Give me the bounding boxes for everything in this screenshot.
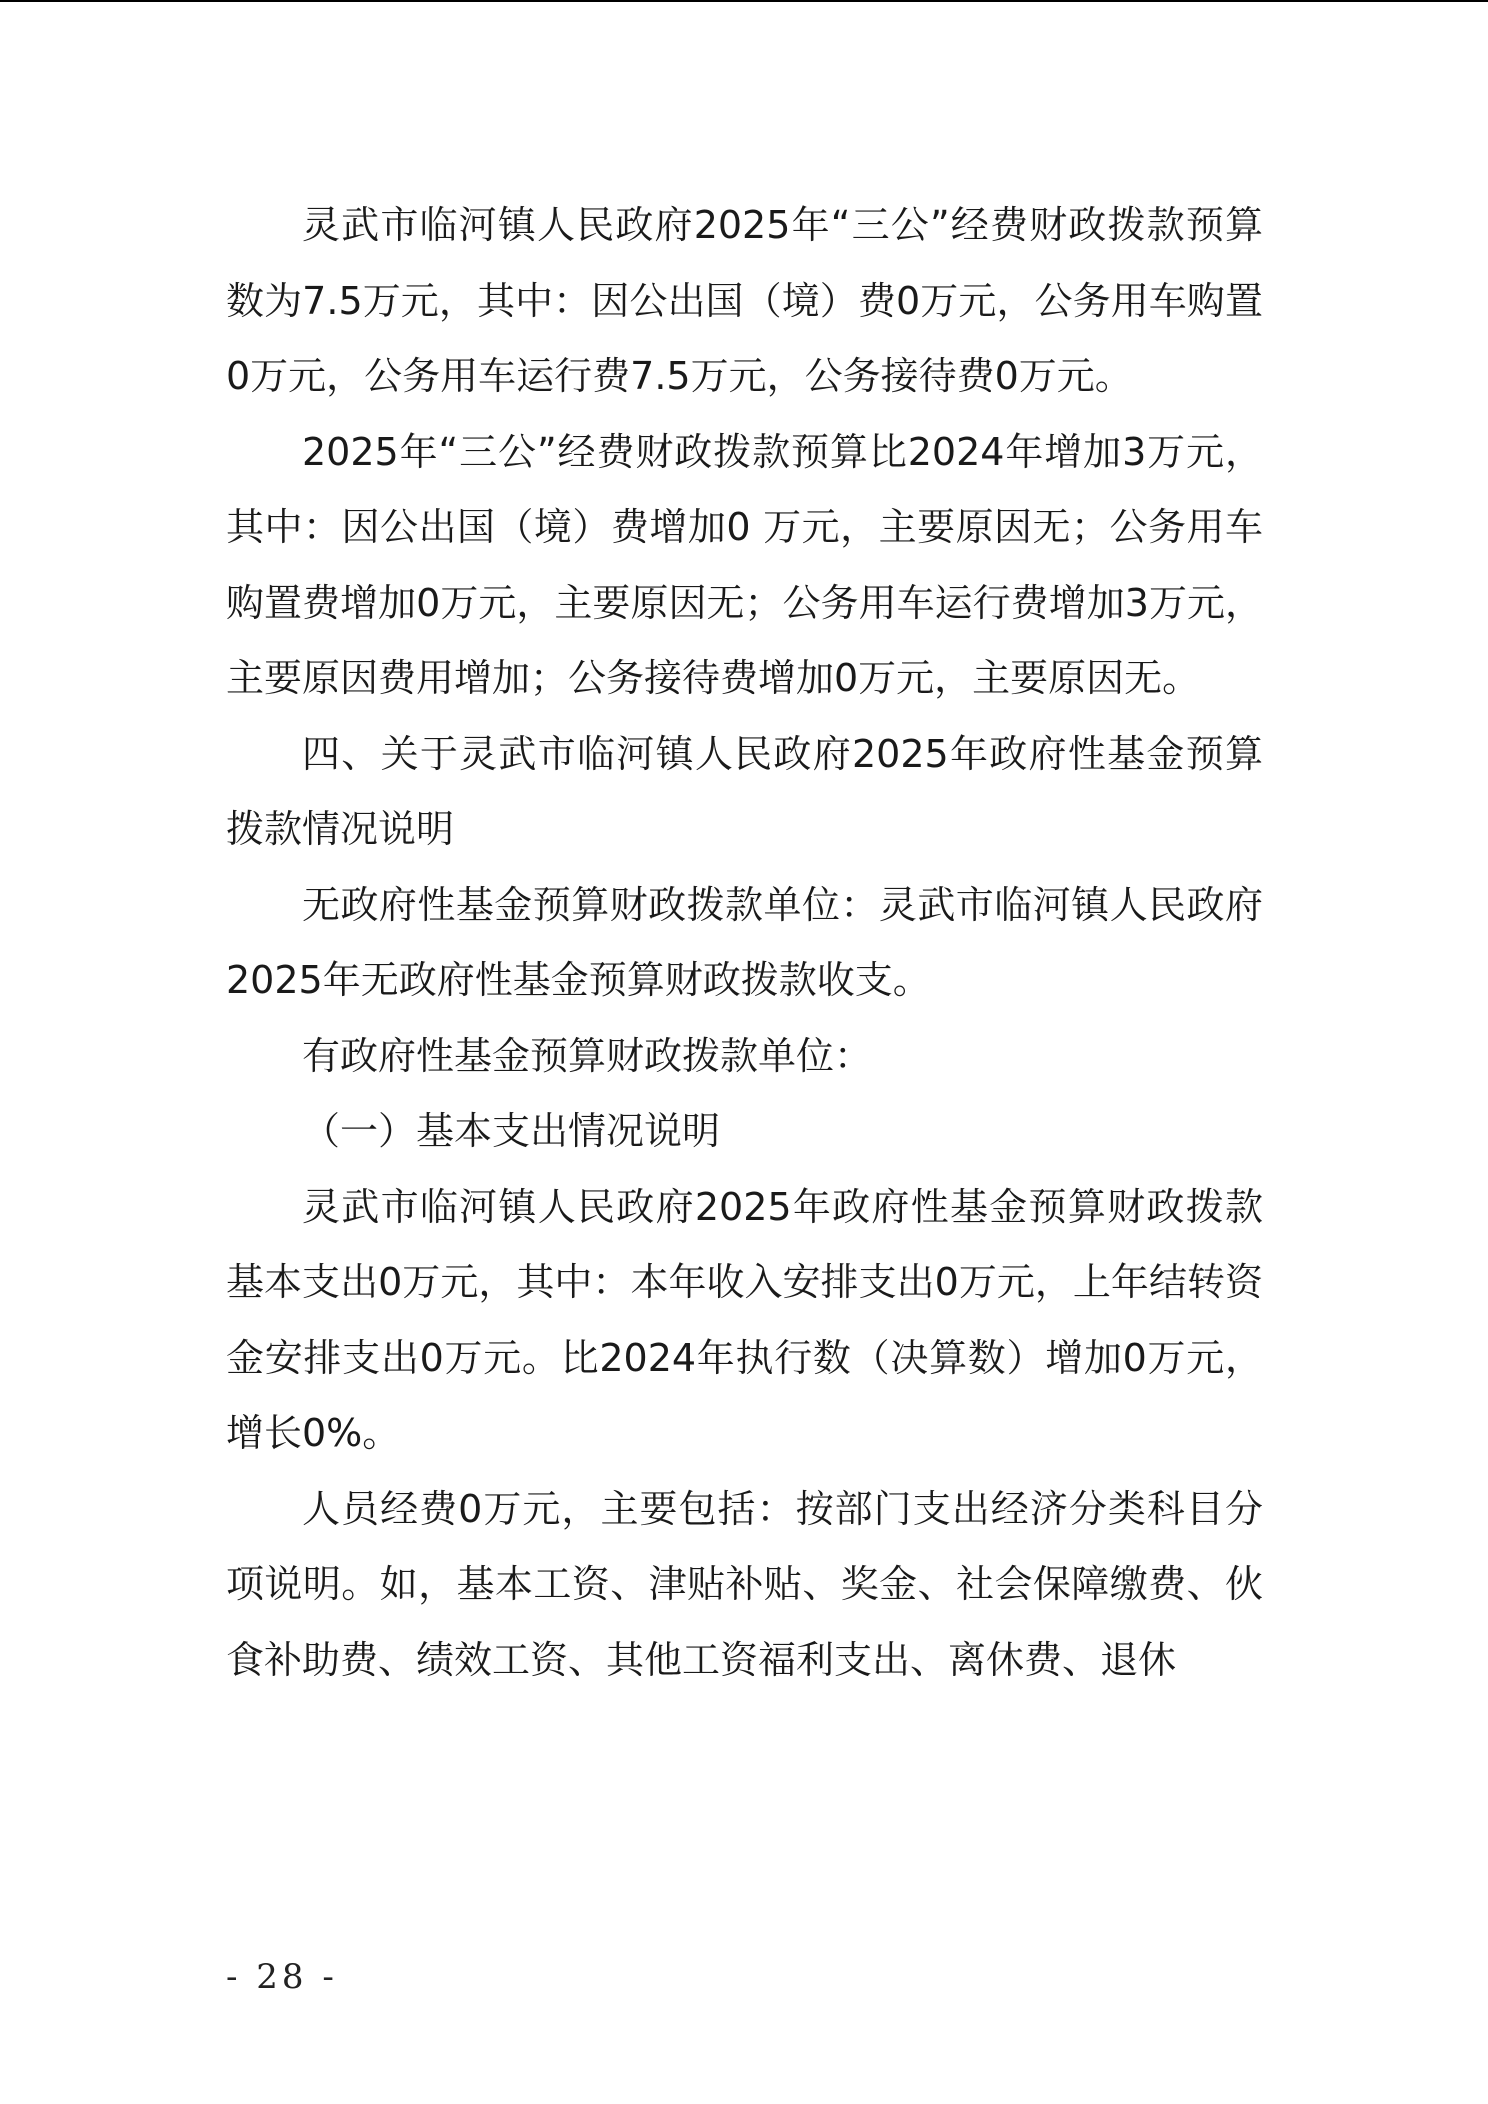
document-body bbox=[226, 188, 1263, 1698]
subheading-basic-expenditure: （一）基本支出情况说明 bbox=[302, 1109, 721, 1153]
paragraph-no-fund-units: 无政府性基金预算财政拨款单位：灵武市临河镇人民政府2025年无政府性基金预算财政拨款收支。 bbox=[226, 882, 1263, 1002]
page-number: - 28 - bbox=[226, 1957, 338, 1997]
paragraph-personnel-expenses: 人员经费0万元，主要包括：按部门支出经济分类科目分项说明。如，基本工资、津贴补贴、奖金、社会保障缴费、伙食补助费、绩效工资、其他工资福利支出、离休费、退休 bbox=[226, 1486, 1263, 1682]
page-top-border bbox=[0, 0, 1488, 2]
paragraph-fund-units: 有政府性基金预算财政拨款单位： bbox=[302, 1033, 873, 1078]
section-heading-fund-budget: 四、关于灵武市临河镇人民政府2025年政府性基金预算拨款情况说明 bbox=[226, 731, 1263, 851]
paragraph-basic-expenditure: 灵武市临河镇人民政府2025年政府性基金预算财政拨款基本支出0万元，其中：本年收入安排支出0万元，上年结转资金安排支出0万元。比2024年执行数（决算数）增加0万元，增长0%。 bbox=[226, 1184, 1263, 1455]
paragraph-sangong-change: 2025年“三公”经费财政拨款预算比2024年增加3万元，其中：因公出国（境）费增加0 万元，主要原因无；公务用车购置费增加0万元，主要原因无；公务用车运行费增加3万元，主要原因费用增加；公务接待费增加0万元，主要原因无。 bbox=[226, 429, 1263, 700]
paragraph-sangong-budget: 灵武市临河镇人民政府2025年“三公”经费财政拨款预算数为7.5万元，其中：因公出国（境）费0万元，公务用车购置0万元，公务用车运行费7.5万元，公务接待费0万元。 bbox=[226, 203, 1263, 398]
